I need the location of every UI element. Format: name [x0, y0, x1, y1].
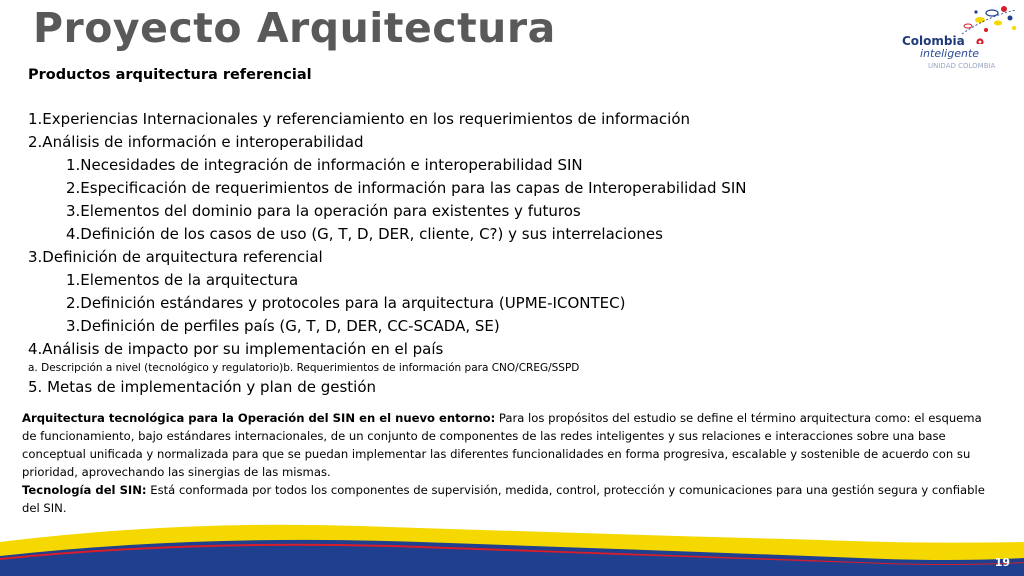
list-item-3-1: 1.Elementos de la arquitectura — [66, 271, 299, 289]
list-item-4: 4.Análisis de impacto por su implementación en el país — [28, 340, 444, 358]
list-item-3-3: 3.Definición de perfiles país (G, T, D, DER, CC-SCADA, SE) — [66, 317, 500, 335]
slide-title: Proyecto Arquitectura — [33, 4, 556, 52]
list-item-3: 3.Definición de arquitectura referencial — [28, 248, 323, 266]
list-item-2: 2.Análisis de información e interoperabilidad — [28, 133, 364, 151]
technology-text: Está conformada por todos los componentes de supervisión, medida, control, protección y comunicaciones para una gestión segura y confiable del SIN. — [22, 483, 985, 515]
architecture-definition — [22, 409, 997, 481]
logo-text: Colombia — [902, 34, 965, 48]
logo-tagline: UNIDAD COLOMBIA — [928, 62, 996, 70]
logo-subtext: inteligente — [920, 47, 980, 60]
list-item-1: 1.Experiencias Internacionales y referenciamiento en los requerimientos de información — [28, 110, 691, 128]
technology-label: Tecnología del SIN: — [22, 483, 147, 497]
list-item-4-sub: a. Descripción a nivel (tecnológico y regulatorio)b. Requerimientos de información para CNO/CREG/SSPD — [28, 362, 580, 374]
architecture-label: Arquitectura tecnológica para la Operación del SIN en el nuevo entorno: — [22, 411, 496, 425]
list-item-2-3: 3.Elementos del dominio para la operación para existentes y futuros — [66, 202, 581, 220]
list-item-2-2: 2.Especificación de requerimientos de información para las capas de Interoperabilidad SIN — [66, 179, 747, 197]
products-heading: Productos arquitectura referencial — [28, 67, 312, 83]
list-item-2-4: 4.Definición de los casos de uso (G, T, D, DER, cliente, C?) y sus interrelaciones — [66, 225, 663, 243]
content-area — [28, 62, 988, 399]
list-item-5: 5. Metas de implementación y plan de gestión — [28, 378, 377, 396]
flag-wave-footer — [0, 500, 1024, 576]
page-number: 19 — [994, 556, 1010, 569]
list-item-3-2: 2.Definición estándares y protocoles para la arquitectura (UPME-ICONTEC) — [66, 294, 626, 312]
list-item-2-1: 1.Necesidades de integración de información e interoperabilidad SIN — [66, 156, 583, 174]
architecture-text: Para los propósitos del estudio se define el término arquitectura como: el esquema de funcionamiento, bajo estándares internacionales, de un conjunto de componentes de las redes inteligentes y sus relaciones e interacciones sobre una base conceptual unificada y normalizada para que se puedan implementar las diferentes funcionalidades en forma progresiva, escalable y sostenible de acuerdo con su prioridad, aprovechando las sinergias de las mismas. — [22, 411, 982, 479]
